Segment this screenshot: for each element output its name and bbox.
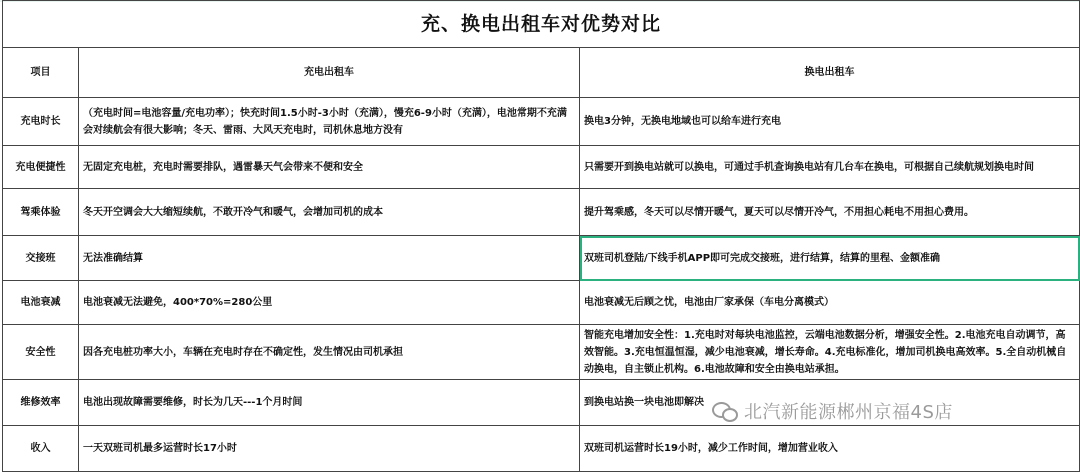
table-row: [3, 281, 1080, 325]
table-row: [3, 98, 1080, 146]
wechat-icon: [712, 401, 738, 421]
charge-cell: 冬天开空调会大大缩短续航，不敢开冷气和暖气，会增加司机的成本: [79, 189, 580, 236]
swap-cell: 只需要开到换电站就可以换电，可通过手机查询换电站有几台车在换电，可根据自己续航规划换电时间: [580, 146, 1080, 189]
charge-cell: 电池衰减无法避免，400*70%=280公里: [79, 281, 580, 325]
swap-cell: 智能充电增加安全性：1.充电时对每块电池监控，云端电池数据分析，增强安全性。2.电池充电自动调节，高效智能。3.充电恒温恒湿，减少电池衰减，增长寿命。4.充电标准化，增加司机换电高效率。5.全自动机械自动换电，自主锁止机构。6.电池故障和安全由换电站承担。: [580, 325, 1080, 380]
table-row: [3, 236, 1080, 281]
row-label: 电池衰减: [3, 281, 79, 325]
swap-cell: 到换电站换一块电池即解决: [580, 380, 1080, 426]
header-charge-taxi: 充电出租车: [79, 48, 580, 98]
swap-cell: 电池衰减无后顾之忧，电池由厂家承保（车电分离模式）: [580, 281, 1080, 325]
row-label: 安全性: [3, 325, 79, 380]
charge-cell: 一天双班司机最多运营时长17小时: [79, 426, 580, 472]
swap-cell: 提升驾乘感，冬天可以尽情开暖气，夏天可以尽情开冷气，不用担心耗电不用担心费用。: [580, 189, 1080, 236]
swap-cell: 换电3分钟，无换电地域也可以给车进行充电: [580, 98, 1080, 146]
charge-cell: 因各充电桩功率大小，车辆在充电时存在不确定性，发生情况由司机承担: [79, 325, 580, 380]
header-swap-taxi: 换电出租车: [580, 48, 1080, 98]
table-row: [3, 189, 1080, 236]
row-label: 充电时长: [3, 98, 79, 146]
charge-cell: 电池出现故障需要维修，时长为几天---1个月时间: [79, 380, 580, 426]
header-row: [3, 48, 1080, 98]
charge-cell: （充电时间=电池容量/充电功率）；快充时间1.5小时-3小时（充满），慢充6-9小时（充满），电池常期不充满会对续航会有很大影响；冬天、雷雨、大风天充电时，司机休息地方没有: [79, 98, 580, 146]
row-label: 充电便捷性: [3, 146, 79, 189]
row-label: 交接班: [3, 236, 79, 281]
table-row: [3, 426, 1080, 472]
swap-cell: 双班司机运营时长19小时，减少工作时间，增加营业收入: [580, 426, 1080, 472]
table-title: 充、换电出租车对优势对比: [3, 1, 1080, 48]
row-label: 收入: [3, 426, 79, 472]
row-label: 驾乘体验: [3, 189, 79, 236]
table-row: [3, 325, 1080, 380]
row-label: 维修效率: [3, 380, 79, 426]
header-item: 项目: [3, 48, 79, 98]
watermark: [712, 398, 953, 424]
watermark-text: 北汽新能源郴州京福4S店: [744, 402, 953, 423]
table-row: [3, 146, 1080, 189]
charge-cell: 无固定充电桩，充电时需要排队，遇雷暴天气会带来不便和安全: [79, 146, 580, 189]
charge-cell: 无法准确结算: [79, 236, 580, 281]
swap-cell-selected[interactable]: 双班司机登陆/下线手机APP即可完成交接班，进行结算，结算的里程、金额准确: [580, 236, 1080, 281]
